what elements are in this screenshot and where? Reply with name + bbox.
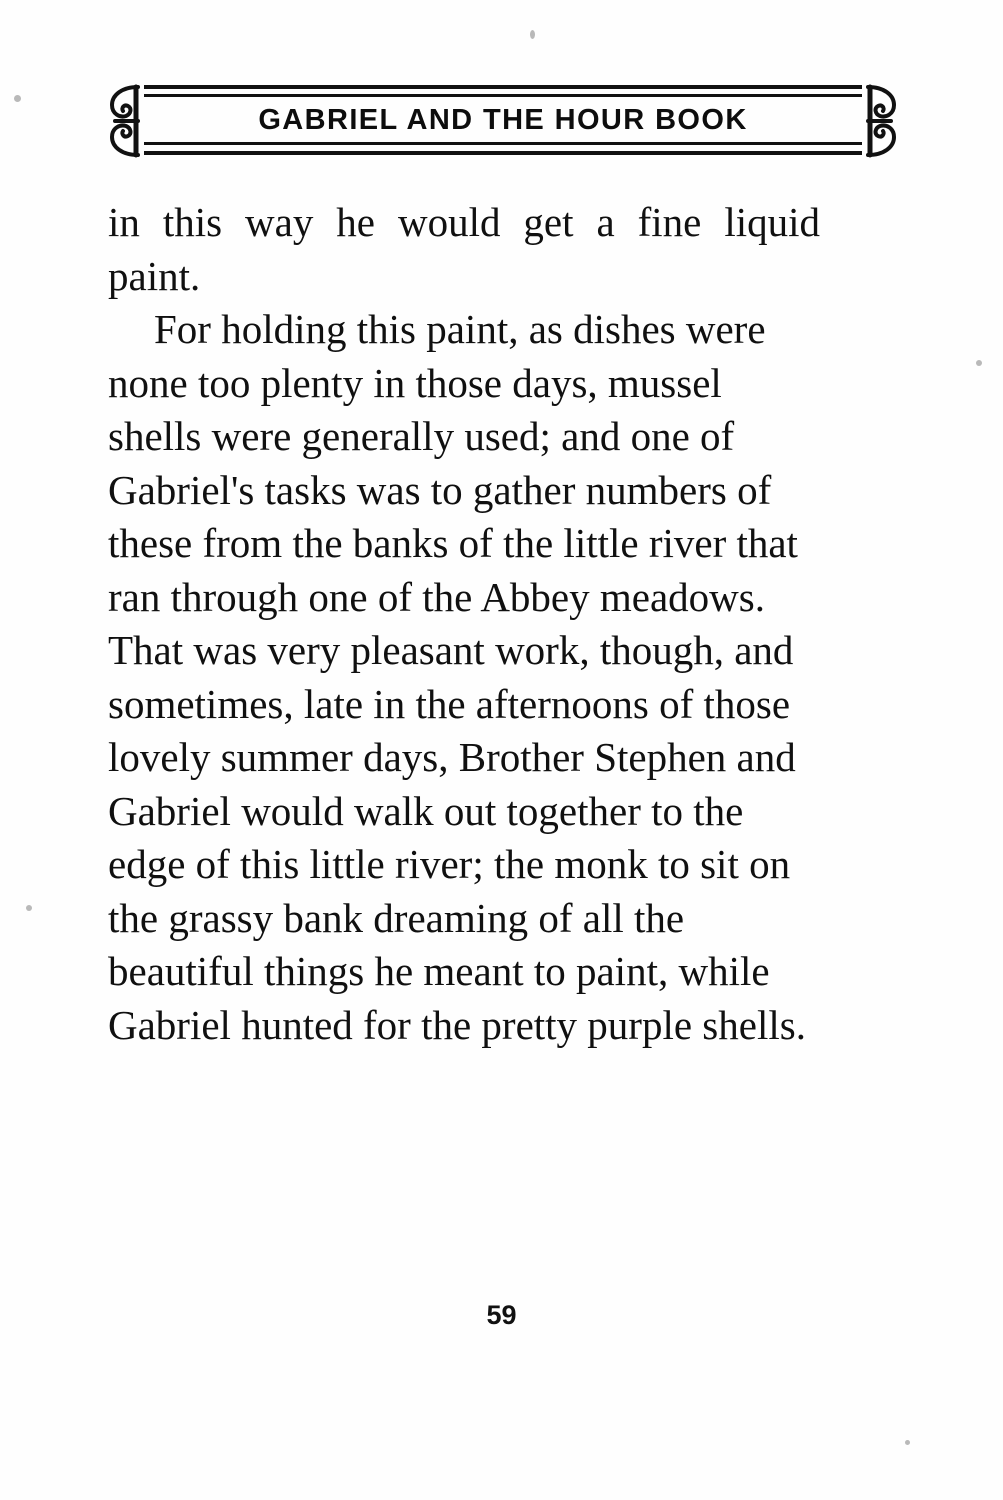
page-header xyxy=(108,85,898,157)
header-rule-top-inner xyxy=(144,94,862,97)
scan-speck xyxy=(14,95,21,102)
page-body xyxy=(108,196,820,1052)
scan-speck xyxy=(26,905,32,911)
header-rule-bottom-outer xyxy=(144,151,862,155)
scan-speck xyxy=(976,360,982,366)
header-rule-bottom-inner xyxy=(144,142,862,145)
paragraph: in this way he would get a fine liquid paint. xyxy=(108,199,820,299)
running-head-title: GABRIEL AND THE HOUR BOOK xyxy=(258,104,748,136)
scroll-ornament-left-icon xyxy=(108,83,142,159)
scan-speck xyxy=(905,1440,910,1445)
scroll-ornament-right-icon xyxy=(864,83,898,159)
scan-speck xyxy=(530,30,535,39)
header-rule-top-outer xyxy=(144,85,862,89)
paragraph: For holding this paint, as dishes were none too plenty in those days, mussel shells were generally used; and one of Gabriel's tasks was to gather numbers of these from the banks of the little river that ran through one of the Abbey meadows. That was very pleasant work, though, and sometimes, late in the afternoons of those lovely summer days, Brother Stephen and Gabriel would walk out together to the edge of this little river; the monk to sit on the grassy bank dreaming of all the beautiful things he meant to paint, while Gabriel hunted for the pretty purple shells. xyxy=(108,306,806,1048)
page-number: 59 xyxy=(486,1300,517,1330)
